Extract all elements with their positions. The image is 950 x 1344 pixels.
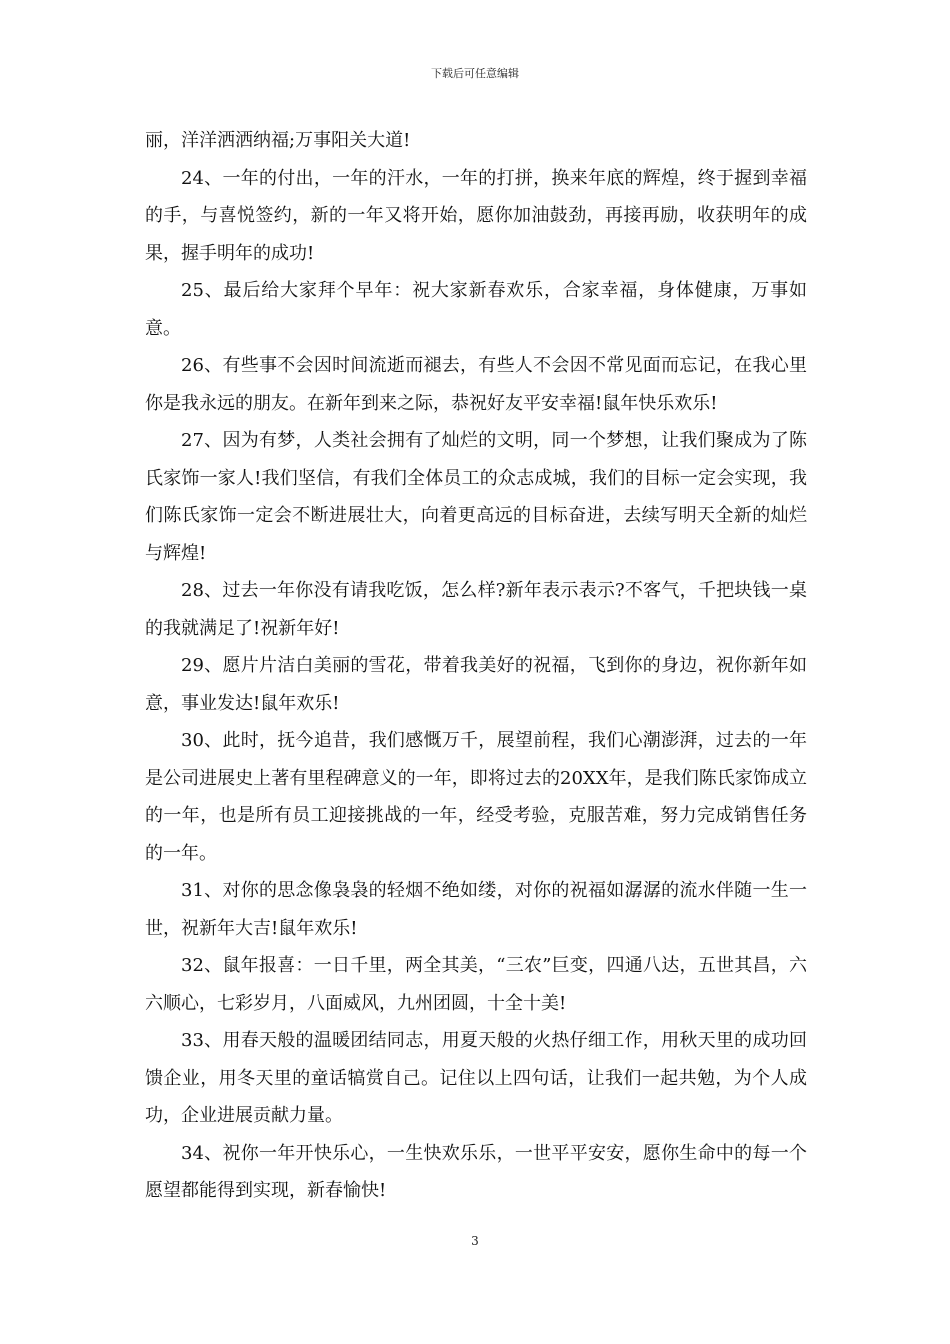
paragraph-28: 28、过去一年你没有请我吃饭，怎么样?新年表示表示?不客气，千把块钱一桌的我就满足了!祝新年好! <box>145 580 807 639</box>
paragraph-continuation: 丽，洋洋洒洒纳福;万事阳关大道! <box>145 130 411 151</box>
document-body <box>145 122 807 1210</box>
paragraph-31: 31、对你的思念像袅袅的轻烟不绝如缕，对你的祝福如潺潺的流水伴随一生一世，祝新年大吉!鼠年欢乐! <box>145 880 807 939</box>
paragraph-32: 32、鼠年报喜：一日千里，两全其美，“三农”巨变，四通八达，五世其昌，六六顺心，七彩岁月，八面威风，九州团圆，十全十美! <box>145 955 807 1014</box>
paragraph-26: 26、有些事不会因时间流逝而褪去，有些人不会因不常见面而忘记，在我心里你是我永远的朋友。在新年到来之际，恭祝好友平安幸福!鼠年快乐欢乐! <box>145 355 807 414</box>
paragraph-34: 34、祝你一年开快乐心，一生快欢乐乐，一世平平安安，愿你生命中的每一个愿望都能得到实现，新春愉快! <box>145 1142 807 1201</box>
page-number: 3 <box>471 1234 479 1248</box>
paragraph-24: 24、一年的付出，一年的汗水，一年的打拼，换来年底的辉煌，终于握到幸福的手，与喜悦签约，新的一年又将开始，愿你加油鼓劲，再接再励，收获明年的成果，握手明年的成功! <box>145 167 807 264</box>
page-header: 下载后可任意编辑 <box>431 67 519 80</box>
paragraph-25: 25、最后给大家拜个早年：祝大家新春欢乐，合家幸福，身体健康，万事如意。 <box>145 280 807 339</box>
paragraph-33: 33、用春天般的温暖团结同志，用夏天般的火热仔细工作，用秋天里的成功回馈企业，用冬天里的童话犒赏自己。记住以上四句话，让我们一起共勉，为个人成功，企业进展贡献力量。 <box>145 1030 807 1126</box>
paragraph-27: 27、因为有梦，人类社会拥有了灿烂的文明，同一个梦想，让我们聚成为了陈氏家饰一家人!我们坚信，有我们全体员工的众志成城，我们的目标一定会实现，我们陈氏家饰一定会不断进展壮大，向着更高远的目标奋进，去续写明天全新的灿烂与辉煌! <box>145 430 807 564</box>
paragraph-29: 29、愿片片洁白美丽的雪花，带着我美好的祝福，飞到你的身边，祝你新年如意，事业发达!鼠年欢乐! <box>145 655 807 714</box>
paragraph-30: 30、此时，抚今追昔，我们感慨万千，展望前程，我们心潮澎湃，过去的一年是公司进展史上著有里程碑意义的一年，即将过去的20XX年，是我们陈氏家饰成立的一年，也是所有员工迎接挑战的一年，经受考验，克服苦难，努力完成销售任务的一年。 <box>145 730 807 864</box>
